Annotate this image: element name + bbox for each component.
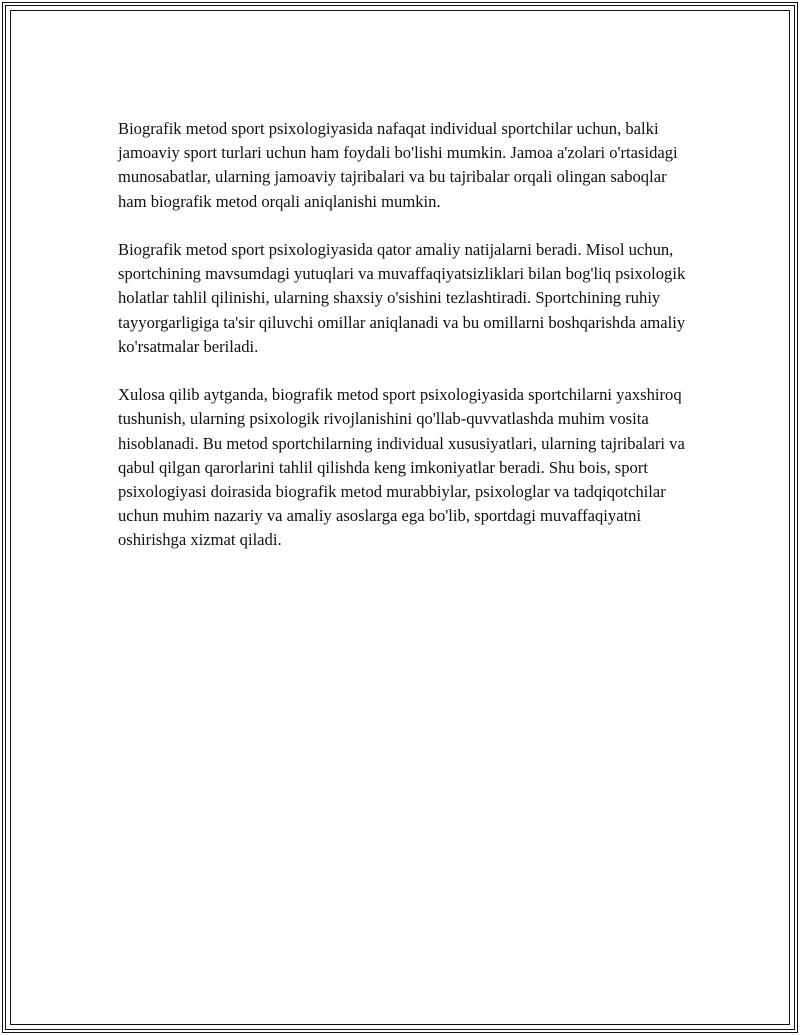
document-body [118, 117, 693, 577]
paragraph-practical-results: Biografik metod sport psixologiyasida qator amaliy natijalarni beradi. Misol uchun, sportchining mavsumdagi yutuqlari va muvaffaqiyatsizliklari bilan bog'liq psixologik holatlar tahlil qilinishi, ularning shaxsiy o'sishini tezlashtiradi. Sportchining ruhiy tayyorgarligiga ta'sir qiluvchi omillar aniqlanadi va bu omillarni boshqarishda amaliy ko'rsatmalar beriladi. [118, 240, 686, 356]
paragraph-team-sports: Biografik metod sport psixologiyasida nafaqat individual sportchilar uchun, balki jamoaviy sport turlari uchun ham foydali bo'lishi mumkin. Jamoa a'zolari o'rtasidagi munosabatlar, ularning jamoaviy tajribalari va bu tajribalar orqali olingan saboqlar ham biografik metod orqali aniqlanishi mumkin. [118, 119, 678, 211]
paragraph-conclusion: Xulosa qilib aytganda, biografik metod sport psixologiyasida sportchilarni yaxshiroq tushunish, ularning psixologik rivojlanishini qo'llab-quvvatlashda muhim vosita hisoblanadi. Bu metod sportchilarning individual xususiyatlari, ularning tajribalari va qabul qilgan qarorlarini tahlil qilishda keng imkoniyatlar beradi. Shu bois, sport psixologiyasi doirasida biografik metod murabbiylar, psixologlar va tadqiqotchilar uchun muhim nazariy va amaliy asoslarga ega bo'lib, sportdagi muvaffaqiyatni oshirishga xizmat qiladi. [118, 385, 685, 550]
